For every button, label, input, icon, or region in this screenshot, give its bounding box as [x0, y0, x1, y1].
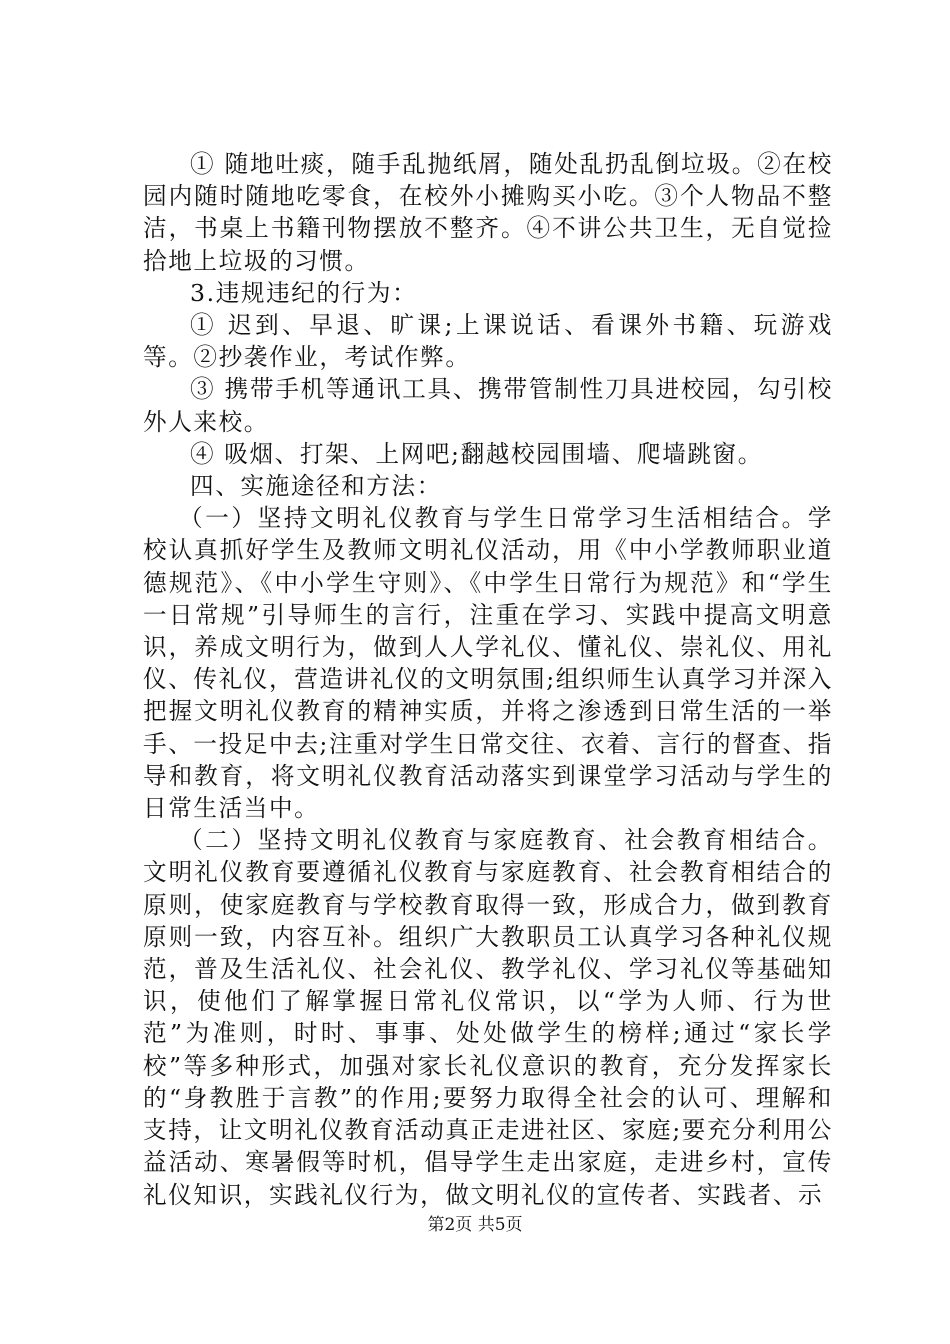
paragraph-method-2: （二）坚持文明礼仪教育与家庭教育、社会教育相结合。文明礼仪教育要遵循礼仪教育与家庭教育、社会教育相结合的原则，使家庭教育与学校教育取得一致，形成合力，做到教育原则一致，内容互补。组织广大教职员工认真学习各种礼仪规范，普及生活礼仪、社会礼仪、教学礼仪、学习礼仪等基础知识，使他们了解掌握日常礼仪常识，以“学为人师、行为世范”为准则，时时、事事、处处做学生的榜样;通过“家长学校”等多种形式，加强对家长礼仪意识的教育，充分发挥家长的“身教胜于言教”的作用;要努力取得全社会的认可、理解和支持，让文明礼仪教育活动真正走进社区、家庭;要充分利用公益活动、寒暑假等时机，倡导学生走出家庭，走进乡村，宣传礼仪知识，实践礼仪行为，做文明礼仪的宣传者、实践者、示 — [143, 826, 833, 1209]
paragraph-heading-violations: 3.违规违纪的行为： — [190, 278, 418, 307]
section-heading-methods: 四、实施途径和方法： — [190, 472, 442, 501]
page-number-footer: 第2页 共5页 — [427, 1215, 523, 1235]
paragraph-violation-1: ① 迟到、早退、旷课;上课说话、看课外书籍、玩游戏等。②抄袭作业，考试作弊。 — [143, 311, 833, 372]
document-body — [143, 148, 833, 1211]
paragraph-method-1: （一）坚持文明礼仪教育与学生日常学习生活相结合。学校认真抓好学生及教师文明礼仪活动，用《中小学教师职业道德规范》、《中小学生守则》、《中学生日常行为规范》和“学生一日常规”引导师生的言行，注重在学习、实践中提高文明意识，养成文明行为，做到人人学礼仪、懂礼仪、崇礼仪、用礼仪、传礼仪，营造讲礼仪的文明氛围;组织师生认真学习并深入把握文明礼仪教育的精神实质，并将之渗透到日常生活的一举手、一投足中去;注重对学生日常交往、衣着、言行的督查、指导和教育，将文明礼仪教育活动落实到课堂学习活动与学生的日常生活当中。 — [143, 504, 833, 823]
paragraph-sanitation-behaviors: ① 随地吐痰，随手乱抛纸屑，随处乱扔乱倒垃圾。②在校园内随时随地吃零食，在校外小摊购买小吃。③个人物品不整洁，书桌上书籍刊物摆放不整齐。④不讲公共卫生，无自觉捡拾地上垃圾的习惯。 — [143, 150, 833, 275]
paragraph-violation-3: ③ 携带手机等通讯工具、携带管制性刀具进校园，勾引校外人来校。 — [143, 375, 833, 436]
paragraph-violation-4: ④ 吸烟、打架、上网吧;翻越校园围墙、爬墙跳窗。 — [190, 439, 763, 468]
